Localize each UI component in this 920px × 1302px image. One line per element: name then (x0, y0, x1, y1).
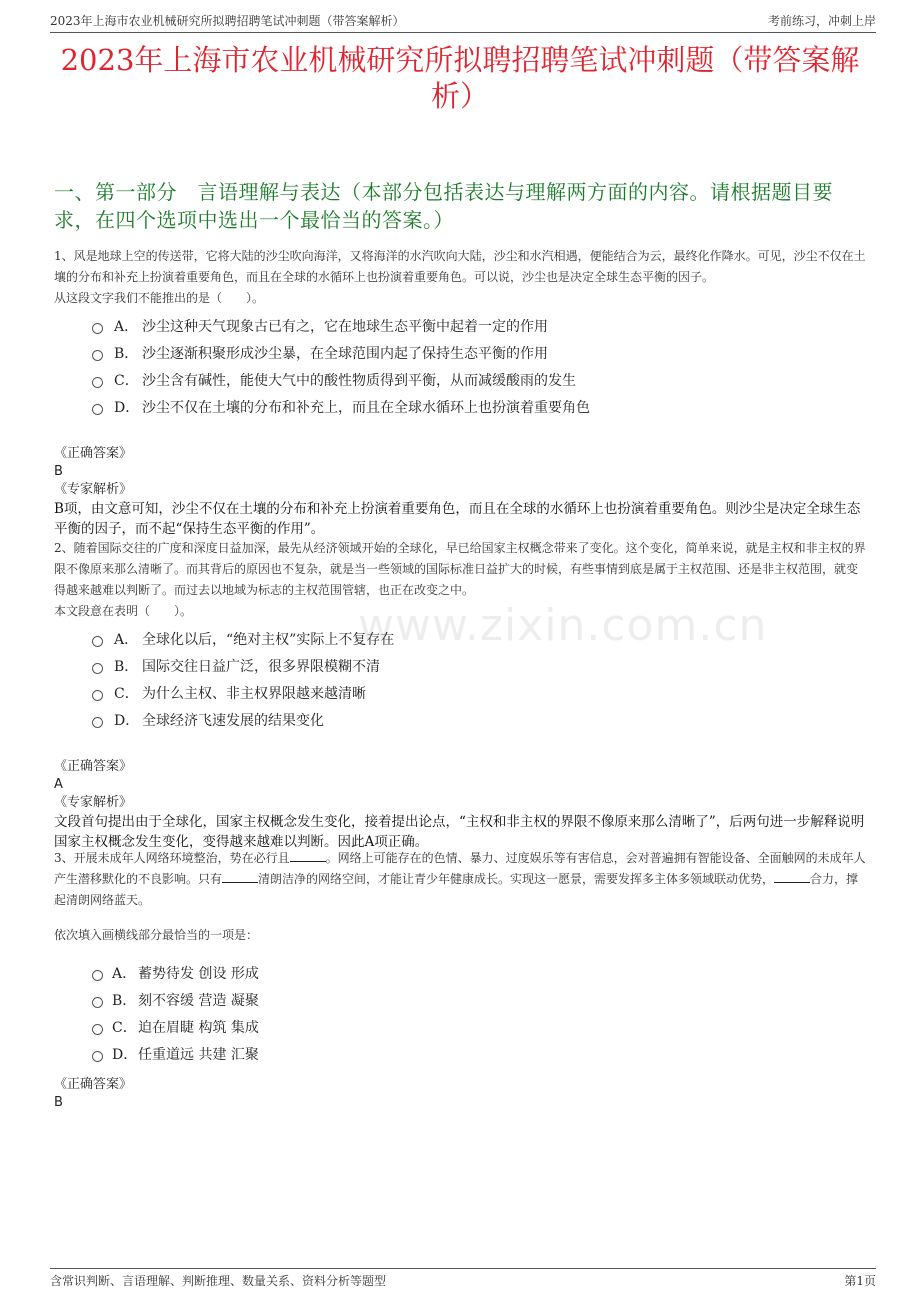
option-d[interactable] (92, 398, 866, 425)
fill-blank (222, 870, 258, 883)
radio-icon[interactable] (92, 323, 103, 334)
option-text: 沙尘含有碱性，能使大气中的酸性物质得到平衡，从而减缓酸雨的发生 (142, 373, 576, 389)
answer-value: B (54, 1095, 63, 1110)
analysis-label: 《专家解析》 (54, 482, 133, 497)
option-b[interactable] (92, 657, 866, 684)
options-list (92, 317, 866, 425)
question-stem: 2、随着国际交往的广度和深度日益加深，最先从经济领域开始的全球化，早已给国家主权概念带来了变化。这个变化，简单来说，就是主权和非主权的界限不像原来那么清晰了。而其背后的原因也不复杂，就是当一些领域的国际标准日益扩大的时候，有些事情到底是属于主权范围、还是非主权范围，就变得越来越难以判断了。而过去以地域为标志的主权范围管辖，也正在改变之中。 (54, 541, 866, 597)
radio-icon[interactable] (92, 377, 103, 388)
option-letter: A． (114, 319, 139, 335)
option-letter: C． (112, 1020, 137, 1036)
analysis-text: B项，由文意可知，沙尘不仅在土壤的分布和补充上扮演着重要角色，而且在全球的水循环上也扮演着重要角色。则沙尘是决定全球生态平衡的因子，而不起“保持生态平衡的作用”。 (54, 501, 861, 537)
option-c[interactable] (92, 1018, 866, 1045)
option-b[interactable] (92, 344, 866, 371)
radio-icon[interactable] (92, 1024, 103, 1035)
radio-icon[interactable] (92, 690, 103, 701)
option-letter: C． (114, 373, 139, 389)
option-d[interactable] (92, 1045, 866, 1072)
stem-part: 。网络上可能存在的色情、暴力、过度娱乐等有害信息，会对普遍拥有智能设备、全面触网的未成年人产生潜移默化的不良影响。只有 (54, 851, 866, 886)
option-a[interactable] (92, 630, 866, 657)
question-1 (54, 246, 866, 539)
option-c[interactable] (92, 684, 866, 711)
option-letter: C． (114, 686, 139, 702)
radio-icon[interactable] (92, 717, 103, 728)
option-a[interactable] (92, 317, 866, 344)
section-heading: 一、第一部分 言语理解与表达（本部分包括表达与理解两方面的内容。请根据题目要求，在四个选项中选出一个最恰当的答案。） (54, 180, 833, 232)
question-prompt: 本文段意在表明（ ）。 (54, 604, 193, 618)
option-text: 蓄势待发 创设 形成 (138, 966, 259, 982)
option-b[interactable] (92, 991, 866, 1018)
answer-label: 《正确答案》 (54, 1077, 133, 1092)
radio-icon[interactable] (92, 997, 103, 1008)
stem-part: 合力，撑起清朗网络蓝天。 (54, 872, 859, 907)
question-prompt: 依次填入画横线部分最恰当的一项是： (54, 928, 259, 942)
options-list (92, 964, 866, 1072)
answer-label: 《正确答案》 (54, 446, 133, 461)
options-list (92, 630, 866, 738)
answer-value: B (54, 464, 63, 479)
question-3 (54, 848, 866, 1112)
radio-icon[interactable] (92, 970, 103, 981)
option-letter: D． (112, 1047, 138, 1063)
page-footer (50, 1268, 876, 1289)
radio-icon[interactable] (92, 636, 103, 647)
option-d[interactable] (92, 711, 866, 738)
document-title: 2023年上海市农业机械研究所拟聘招聘笔试冲刺题（带答案解析） (60, 43, 860, 113)
analysis-text: 文段首句提出由于全球化，国家主权概念发生变化，接着提出论点，“主权和非主权的界限不像原来那么清晰了”，后两句进一步解释说明国家主权概念发生变化，变得越来越难以判断。因此A项正确。 (54, 814, 865, 850)
option-letter: B． (114, 346, 139, 362)
radio-icon[interactable] (92, 1051, 103, 1062)
option-text: 任重道远 共建 汇聚 (138, 1047, 259, 1063)
option-text: 沙尘这种天气现象古已有之，它在地球生态平衡中起着一定的作用 (142, 319, 548, 335)
footer-topics: 含常识判断、言语理解、判断推理、数量关系、资料分析等题型 (50, 1274, 387, 1288)
radio-icon[interactable] (92, 350, 103, 361)
analysis-label: 《专家解析》 (54, 795, 133, 810)
fill-blank (774, 870, 810, 883)
stem-part: 3、开展未成年人网络环境整治，势在必行且 (54, 851, 290, 865)
question-stem: 1、风是地球上空的传送带，它将大陆的沙尘吹向海洋，又将海洋的水汽吹向大陆，沙尘和水汽相遇，便能结合为云，最终化作降水。可见，沙尘不仅在土壤的分布和补充上扮演着重要角色，而且在全球的水循环上也扮演着重要角色。可以说，沙尘也是决定全球生态平衡的因子。 (54, 249, 866, 284)
question-prompt: 从这段文字我们不能推出的是（ ）。 (54, 291, 265, 305)
radio-icon[interactable] (92, 663, 103, 674)
option-text: 沙尘逐渐积聚形成沙尘暴，在全球范围内起了保持生态平衡的作用 (142, 346, 548, 362)
option-letter: D． (114, 400, 140, 416)
page-header (50, 10, 876, 33)
option-a[interactable] (92, 964, 866, 991)
option-letter: A． (112, 966, 137, 982)
option-letter: B． (114, 659, 139, 675)
option-text: 国际交往日益广泛，很多界限模糊不清 (142, 659, 380, 675)
watermark: www.zixin.com.cn (358, 600, 768, 651)
fill-blank (290, 849, 326, 862)
header-doc-title: 2023年上海市农业机械研究所拟聘招聘笔试冲刺题（带答案解析） (50, 14, 405, 28)
radio-icon[interactable] (92, 404, 103, 415)
option-text: 沙尘不仅在土壤的分布和补充上，而且在全球水循环上也扮演着重要角色 (142, 400, 590, 416)
option-text: 迫在眉睫 构筑 集成 (138, 1020, 259, 1036)
option-text: 刻不容缓 营造 凝聚 (138, 993, 259, 1009)
answer-value: A (54, 777, 63, 792)
question-stem (54, 848, 866, 911)
option-text: 全球经济飞速发展的结果变化 (142, 713, 324, 729)
option-c[interactable] (92, 371, 866, 398)
stem-part: 清朗洁净的网络空间，才能让青少年健康成长。实现这一愿景，需要发挥多主体多领域联动优势， (258, 872, 775, 886)
option-text: 全球化以后，“绝对主权”实际上不复存在 (142, 632, 395, 648)
option-letter: A． (114, 632, 139, 648)
option-letter: B． (112, 993, 137, 1009)
option-letter: D． (114, 713, 140, 729)
answer-label: 《正确答案》 (54, 759, 133, 774)
page-number: 第1页 (844, 1274, 876, 1288)
question-2 (54, 538, 866, 852)
option-text: 为什么主权、非主权界限越来越清晰 (142, 686, 366, 702)
header-slogan: 考前练习，冲刺上岸 (767, 14, 876, 28)
